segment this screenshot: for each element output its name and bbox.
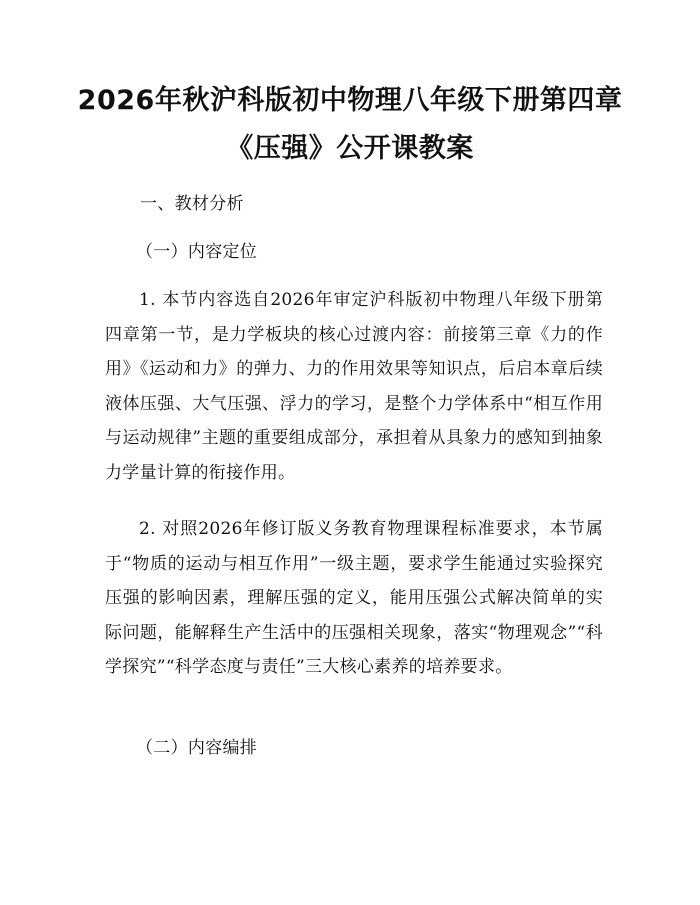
document-title-line-1: 2026年秋沪科版初中物理八年级下册第四章	[77, 85, 623, 116]
document-title-line-2: 《压强》公开课教案	[226, 133, 474, 164]
subsection-heading-content-positioning: （一）内容定位	[136, 242, 258, 262]
paragraph-2: 2. 对照2026年修订版义务教育物理课程标准要求，本节属于“物质的运动与相互作用”一级主题，要求学生能通过实验探究压强的影响因素，理解压强的定义，能用压强公式解决简单的实际问题，能解释生产生活中的压强相关现象，落实“物理观念”“科学探究”“科学态度与责任”三大核心素养的培养要求。	[105, 519, 603, 678]
section-heading-teaching-material-analysis: 一、教材分析	[140, 194, 244, 214]
subsection-heading-content-arrangement: （二）内容编排	[136, 738, 258, 758]
paragraph-1: 1. 本节内容选自2026年审定沪科版初中物理八年级下册第四章第一节，是力学板块的核心过渡内容：前接第三章《力的作用》《运动和力》的弹力、力的作用效果等知识点，后启本章后续液体压强、大气压强、浮力的学习，是整个力学体系中“相互作用与运动规律”主题的重要组成部分，承担着从具象力的感知到抽象力学量计算的衔接作用。	[105, 290, 603, 483]
